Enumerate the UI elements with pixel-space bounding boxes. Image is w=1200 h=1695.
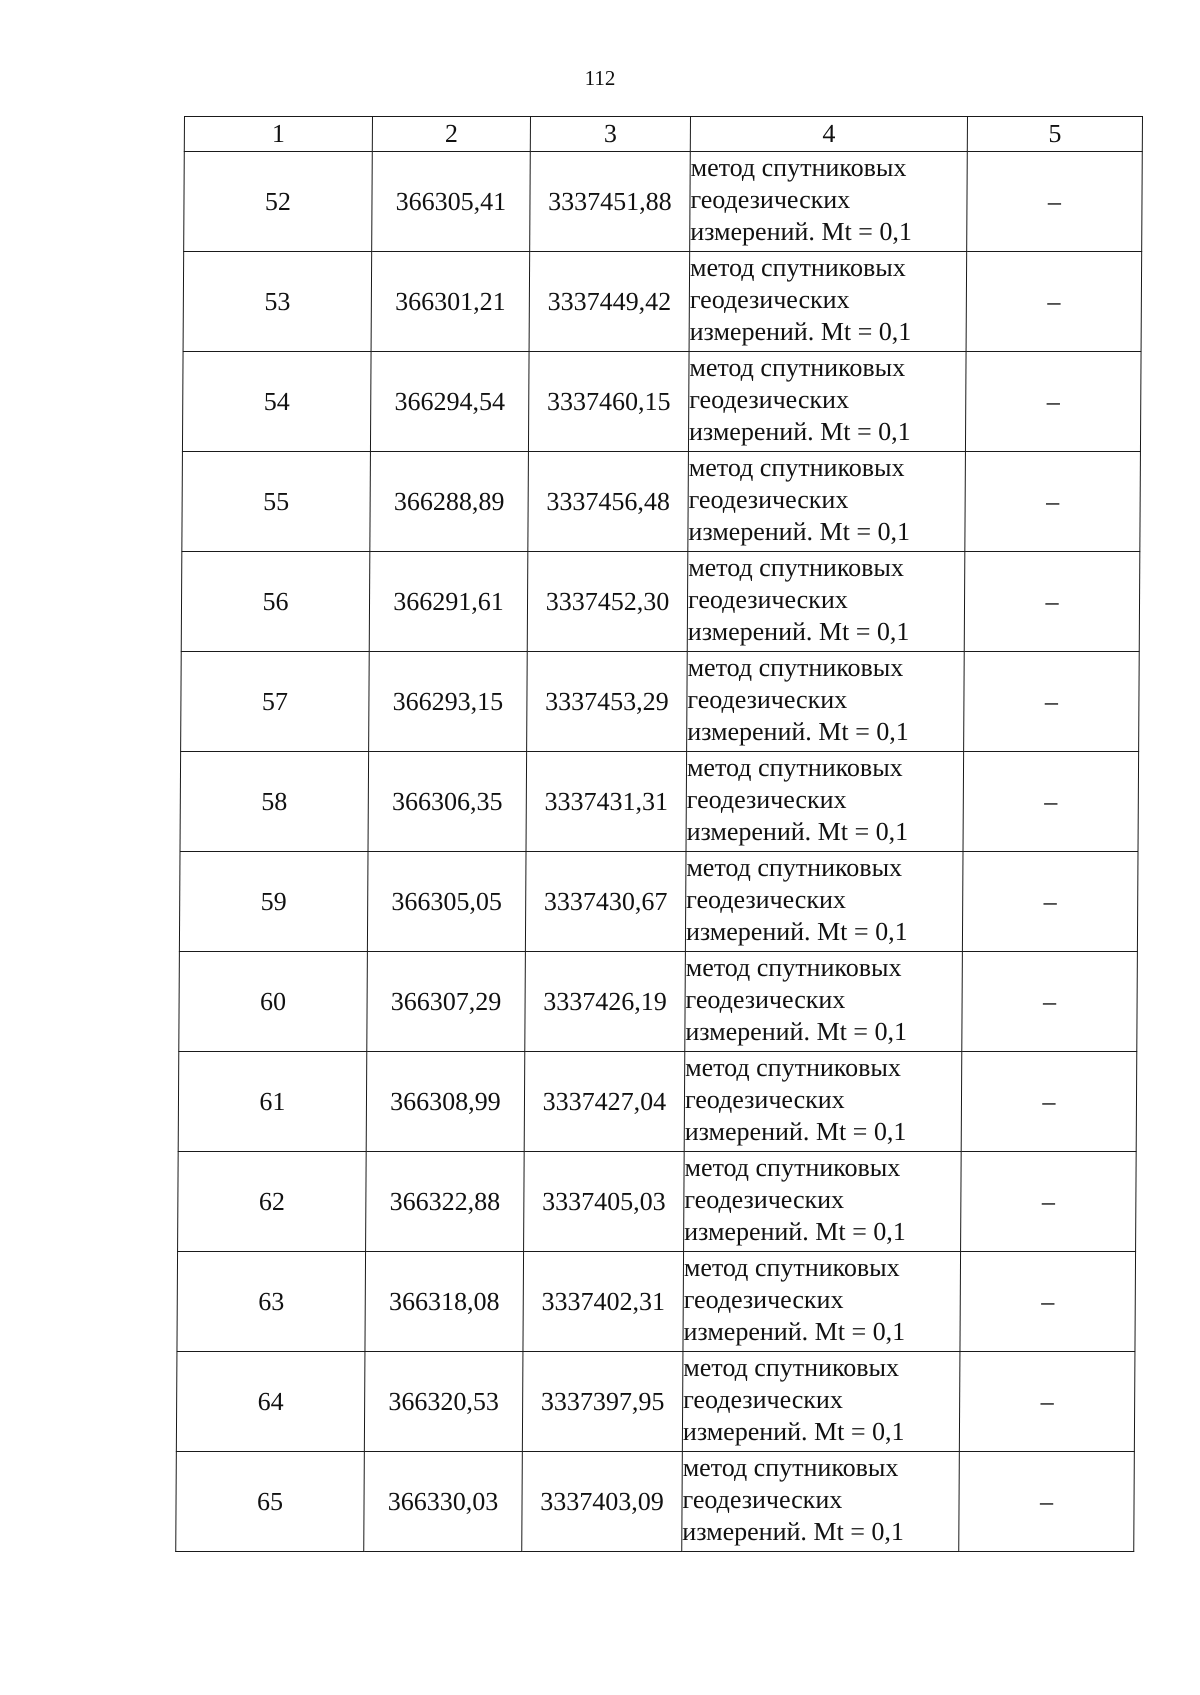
- point-number-cell: 62: [178, 1152, 367, 1252]
- method-line: метод спутниковых: [688, 453, 905, 482]
- note-cell: –: [961, 1152, 1137, 1252]
- method-line: измерений. Mt = 0,1: [682, 1417, 905, 1446]
- table-header: [184, 117, 1142, 152]
- method-cell: [687, 552, 965, 652]
- method-line: измерений. Mt = 0,1: [687, 617, 910, 646]
- y-coordinate-cell: 3337430,67: [525, 852, 686, 952]
- note-cell: –: [959, 1452, 1135, 1552]
- note-cell: –: [959, 1352, 1135, 1452]
- point-number-cell: 65: [176, 1452, 365, 1552]
- y-coordinate-cell: 3337460,15: [528, 352, 689, 452]
- header-cell: 5: [967, 117, 1142, 152]
- header-cell: 1: [184, 117, 372, 152]
- table-row: [181, 652, 1140, 752]
- method-cell: [687, 652, 965, 752]
- method-line: измерений. Mt = 0,1: [690, 217, 912, 246]
- note-cell: –: [965, 352, 1141, 452]
- method-line: геодезических: [685, 985, 846, 1014]
- table-row: [182, 352, 1141, 452]
- note-cell: –: [963, 752, 1139, 852]
- method-cell: [685, 952, 963, 1052]
- point-number-cell: 63: [177, 1252, 366, 1352]
- x-coordinate-cell: 366293,15: [369, 652, 528, 752]
- y-coordinate-cell: 3337449,42: [529, 252, 690, 352]
- x-coordinate-cell: 366288,89: [370, 452, 529, 552]
- table-row: [182, 452, 1141, 552]
- method-cell: [685, 852, 963, 952]
- method-line: геодезических: [682, 1485, 843, 1514]
- method-line: метод спутниковых: [684, 1153, 901, 1182]
- y-coordinate-cell: 3337453,29: [527, 652, 688, 752]
- method-line: метод спутниковых: [690, 153, 907, 182]
- method-line: метод спутниковых: [685, 953, 902, 982]
- point-number-cell: 55: [182, 452, 371, 552]
- y-coordinate-cell: 3337451,88: [530, 152, 691, 252]
- method-cell: [684, 1052, 962, 1152]
- note-cell: –: [961, 1052, 1137, 1152]
- method-line: геодезических: [686, 885, 847, 914]
- point-number-cell: 54: [182, 352, 371, 452]
- method-cell: [688, 452, 966, 552]
- y-coordinate-cell: 3337397,95: [522, 1352, 683, 1452]
- x-coordinate-cell: 366308,99: [366, 1052, 525, 1152]
- table-row: [180, 752, 1139, 852]
- method-line: метод спутниковых: [682, 1453, 899, 1482]
- header-cell: 3: [530, 117, 690, 152]
- note-cell: –: [960, 1252, 1136, 1352]
- method-line: измерений. Mt = 0,1: [688, 417, 911, 446]
- point-number-cell: 57: [181, 652, 370, 752]
- point-number-cell: 52: [184, 152, 373, 252]
- method-line: измерений. Mt = 0,1: [689, 317, 912, 346]
- x-coordinate-cell: 366306,35: [368, 752, 527, 852]
- method-cell: [683, 1252, 961, 1352]
- method-cell: [682, 1352, 960, 1452]
- table-row: [183, 252, 1142, 352]
- method-line: геодезических: [689, 385, 850, 414]
- table-row: [176, 1352, 1135, 1452]
- method-line: измерений. Mt = 0,1: [687, 717, 909, 746]
- point-number-cell: 58: [180, 752, 369, 852]
- y-coordinate-cell: 3337452,30: [527, 552, 688, 652]
- method-line: геодезических: [686, 785, 847, 814]
- y-coordinate-cell: 3337427,04: [524, 1052, 685, 1152]
- method-line: измерений. Mt = 0,1: [686, 817, 909, 846]
- method-line: измерений. Mt = 0,1: [685, 917, 908, 946]
- method-line: измерений. Mt = 0,1: [684, 1217, 906, 1246]
- x-coordinate-cell: 366294,54: [370, 352, 529, 452]
- table-body: [176, 152, 1143, 1552]
- method-line: метод спутниковых: [689, 353, 906, 382]
- note-cell: –: [966, 252, 1142, 352]
- method-line: геодезических: [684, 1085, 845, 1114]
- y-coordinate-cell: 3337456,48: [528, 452, 689, 552]
- method-line: метод спутниковых: [686, 753, 903, 782]
- header-cell: 2: [372, 117, 530, 152]
- method-line: измерений. Mt = 0,1: [682, 1517, 905, 1546]
- method-cell: [688, 352, 966, 452]
- method-cell: [689, 252, 967, 352]
- y-coordinate-cell: 3337402,31: [523, 1252, 684, 1352]
- method-line: метод спутниковых: [687, 653, 904, 682]
- point-number-cell: 60: [179, 952, 368, 1052]
- method-line: метод спутниковых: [689, 253, 906, 282]
- table-row: [179, 852, 1138, 952]
- note-cell: –: [964, 552, 1140, 652]
- header-row: [184, 117, 1142, 152]
- method-line: геодезических: [690, 185, 851, 214]
- method-line: метод спутниковых: [688, 553, 905, 582]
- note-cell: –: [964, 652, 1140, 752]
- method-line: измерений. Mt = 0,1: [684, 1117, 907, 1146]
- point-number-cell: 59: [179, 852, 368, 952]
- method-line: метод спутниковых: [686, 853, 903, 882]
- method-line: метод спутниковых: [685, 1053, 901, 1082]
- table-row: [178, 1152, 1137, 1252]
- method-line: измерений. Mt = 0,1: [685, 1017, 908, 1046]
- note-cell: –: [962, 852, 1138, 952]
- table-row: [176, 1452, 1135, 1552]
- method-line: геодезических: [688, 485, 849, 514]
- method-cell: [690, 152, 968, 252]
- method-line: метод спутниковых: [683, 1253, 900, 1282]
- table-row: [184, 152, 1143, 252]
- method-cell: [682, 1452, 960, 1552]
- method-line: геодезических: [687, 585, 848, 614]
- y-coordinate-cell: 3337405,03: [524, 1152, 685, 1252]
- method-line: геодезических: [689, 285, 850, 314]
- y-coordinate-cell: 3337403,09: [522, 1452, 683, 1552]
- x-coordinate-cell: 366305,41: [372, 152, 531, 252]
- x-coordinate-cell: 366307,29: [367, 952, 526, 1052]
- x-coordinate-cell: 366305,05: [367, 852, 526, 952]
- y-coordinate-cell: 3337431,31: [526, 752, 687, 852]
- page-number: 112: [584, 66, 616, 90]
- table-row: [181, 552, 1140, 652]
- method-cell: [684, 1152, 962, 1252]
- point-number-cell: 61: [178, 1052, 367, 1152]
- table-row: [178, 1052, 1137, 1152]
- method-line: измерений. Mt = 0,1: [688, 517, 911, 546]
- point-number-cell: 64: [176, 1352, 365, 1452]
- method-cell: [686, 752, 964, 852]
- x-coordinate-cell: 366301,21: [371, 252, 530, 352]
- method-line: геодезических: [684, 1185, 845, 1214]
- note-cell: –: [967, 152, 1143, 252]
- x-coordinate-cell: 366330,03: [364, 1452, 523, 1552]
- method-line: геодезических: [683, 1385, 843, 1414]
- x-coordinate-cell: 366291,61: [369, 552, 528, 652]
- method-line: геодезических: [683, 1285, 844, 1314]
- method-line: геодезических: [687, 685, 848, 714]
- coordinates-table: [175, 116, 1143, 1552]
- method-line: измерений. Mt = 0,1: [683, 1317, 906, 1346]
- header-cell: 4: [690, 117, 967, 152]
- x-coordinate-cell: 366320,53: [364, 1352, 523, 1452]
- note-cell: –: [962, 952, 1138, 1052]
- method-line: метод спутниковых: [683, 1353, 900, 1382]
- table-row: [179, 952, 1138, 1052]
- x-coordinate-cell: 366318,08: [365, 1252, 524, 1352]
- note-cell: –: [965, 452, 1141, 552]
- table-row: [177, 1252, 1136, 1352]
- point-number-cell: 56: [181, 552, 370, 652]
- x-coordinate-cell: 366322,88: [366, 1152, 525, 1252]
- y-coordinate-cell: 3337426,19: [525, 952, 686, 1052]
- point-number-cell: 53: [183, 252, 372, 352]
